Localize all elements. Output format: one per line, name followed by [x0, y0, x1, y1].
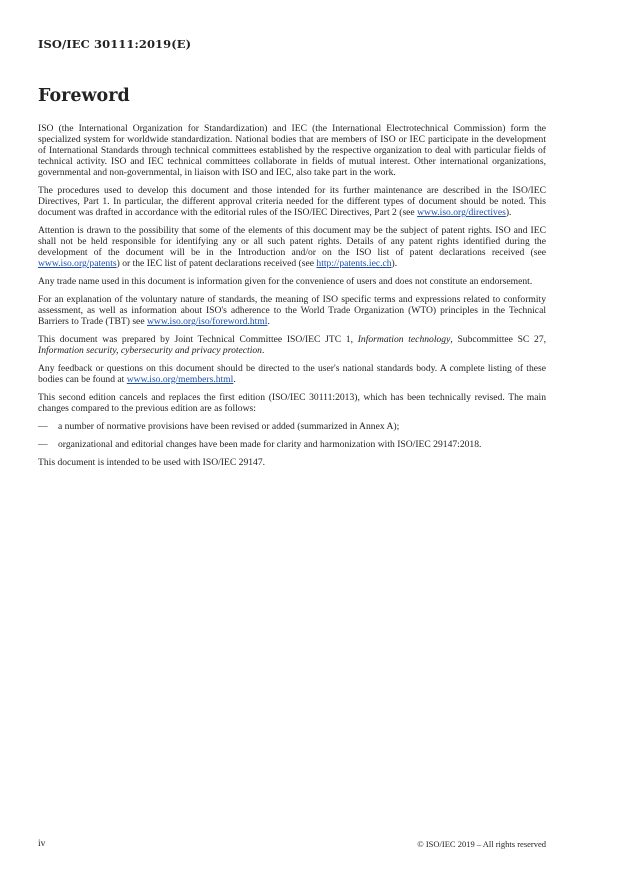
- paragraph-edition: This second edition cancels and replaces the first edition (ISO/IEC 30111:2013), which has been technically revised. The main changes compared to the previous edition are as follows:: [38, 392, 546, 414]
- paragraph-organizations: ISO (the International Organization for Standardization) and IEC (the International Electrotechnical Commission) form the specialized system for worldwide standardization. National bodies that are members of ISO or IEC participate in the development of International Standards through technical committees established by the respective organization to deal with particular fields of technical activity. ISO and IEC technical committees collaborate in fields of mutual interest. Other international organizations, governmental and non-governmental, in liaison with ISO and IEC, also take part in the work.: [38, 123, 546, 178]
- list-item: [38, 439, 546, 450]
- list-dash: —: [38, 439, 48, 450]
- paragraph-trade-name: Any trade name used in this document is information given for the convenience of users and does not constitute an endorsement.: [38, 276, 533, 287]
- directives-link[interactable]: www.iso.org/directives: [417, 207, 506, 218]
- foreword-body: [38, 123, 546, 475]
- page-number: iv: [38, 839, 46, 849]
- list-item-text: a number of normative provisions have been revised or added (summarized in Annex A);: [58, 421, 400, 432]
- list-dash: —: [38, 421, 48, 432]
- paragraph-prepared-by: This document was prepared by Joint Technical Committee ISO/IEC JTC 1, Information technology, Subcommittee SC 27, Information security, cybersecurity and privacy protection.: [38, 334, 547, 356]
- foreword-link[interactable]: www.iso.org/iso/foreword.html: [146, 316, 268, 327]
- copyright-notice: © ISO/IEC 2019 – All rights reserved: [417, 839, 546, 849]
- paragraph-procedures: The procedures used to develop this document and those intended for its further maintenance are described in the ISO/IEC Directives, Part 1. In particular, the different approval criteria needed for the different types of document should be noted. This document was drafted in accordance with the editorial rules of the ISO/IEC Directives, Part 2 (see www.iso.org/directives).: [38, 185, 546, 218]
- document-page: [38, 0, 546, 876]
- paragraph-intended-use: This document is intended to be used with ISO/IEC 29147.: [38, 457, 266, 468]
- document-id: ISO/IEC 30111:2019(E): [38, 37, 192, 51]
- paragraph-patents: Attention is drawn to the possibility that some of the elements of this document may be the subject of patent rights. ISO and IEC shall not be held responsible for identifying any or all such patent rights. Details of any patent rights identified during the development of the document will be in the Introduction and/or on the ISO list of patent declarations received (see www.iso.org/patents) or the IEC list of patent declarations received (see http://patents.iec.ch).: [38, 225, 546, 269]
- subcommittee-name: Information security, cybersecurity and privacy protection: [38, 345, 262, 356]
- paragraph-feedback: Any feedback or questions on this document should be directed to the user's national standards body. A complete listing of these bodies can be found at www.iso.org/members.html.: [38, 363, 546, 385]
- iec-patents-link[interactable]: http://patents.iec.ch: [316, 258, 392, 269]
- members-link[interactable]: www.iso.org/members.html: [126, 374, 234, 385]
- section-title: Foreword: [38, 86, 130, 106]
- paragraph-voluntary: For an explanation of the voluntary nature of standards, the meaning of ISO specific terms and expressions related to conformity assessment, as well as information about ISO's adherence to the World Trade Organization (WTO) principles in the Technical Barriers to Trade (TBT) see www.iso.org/iso/foreword.html.: [38, 294, 546, 327]
- list-item-text: organizational and editorial changes have been made for clarity and harmonization with ISO/IEC 29147:2018.: [58, 439, 482, 450]
- iso-patents-link[interactable]: www.iso.org/patents: [38, 258, 117, 269]
- list-item: [38, 421, 546, 432]
- committee-name: Information technology: [357, 334, 451, 345]
